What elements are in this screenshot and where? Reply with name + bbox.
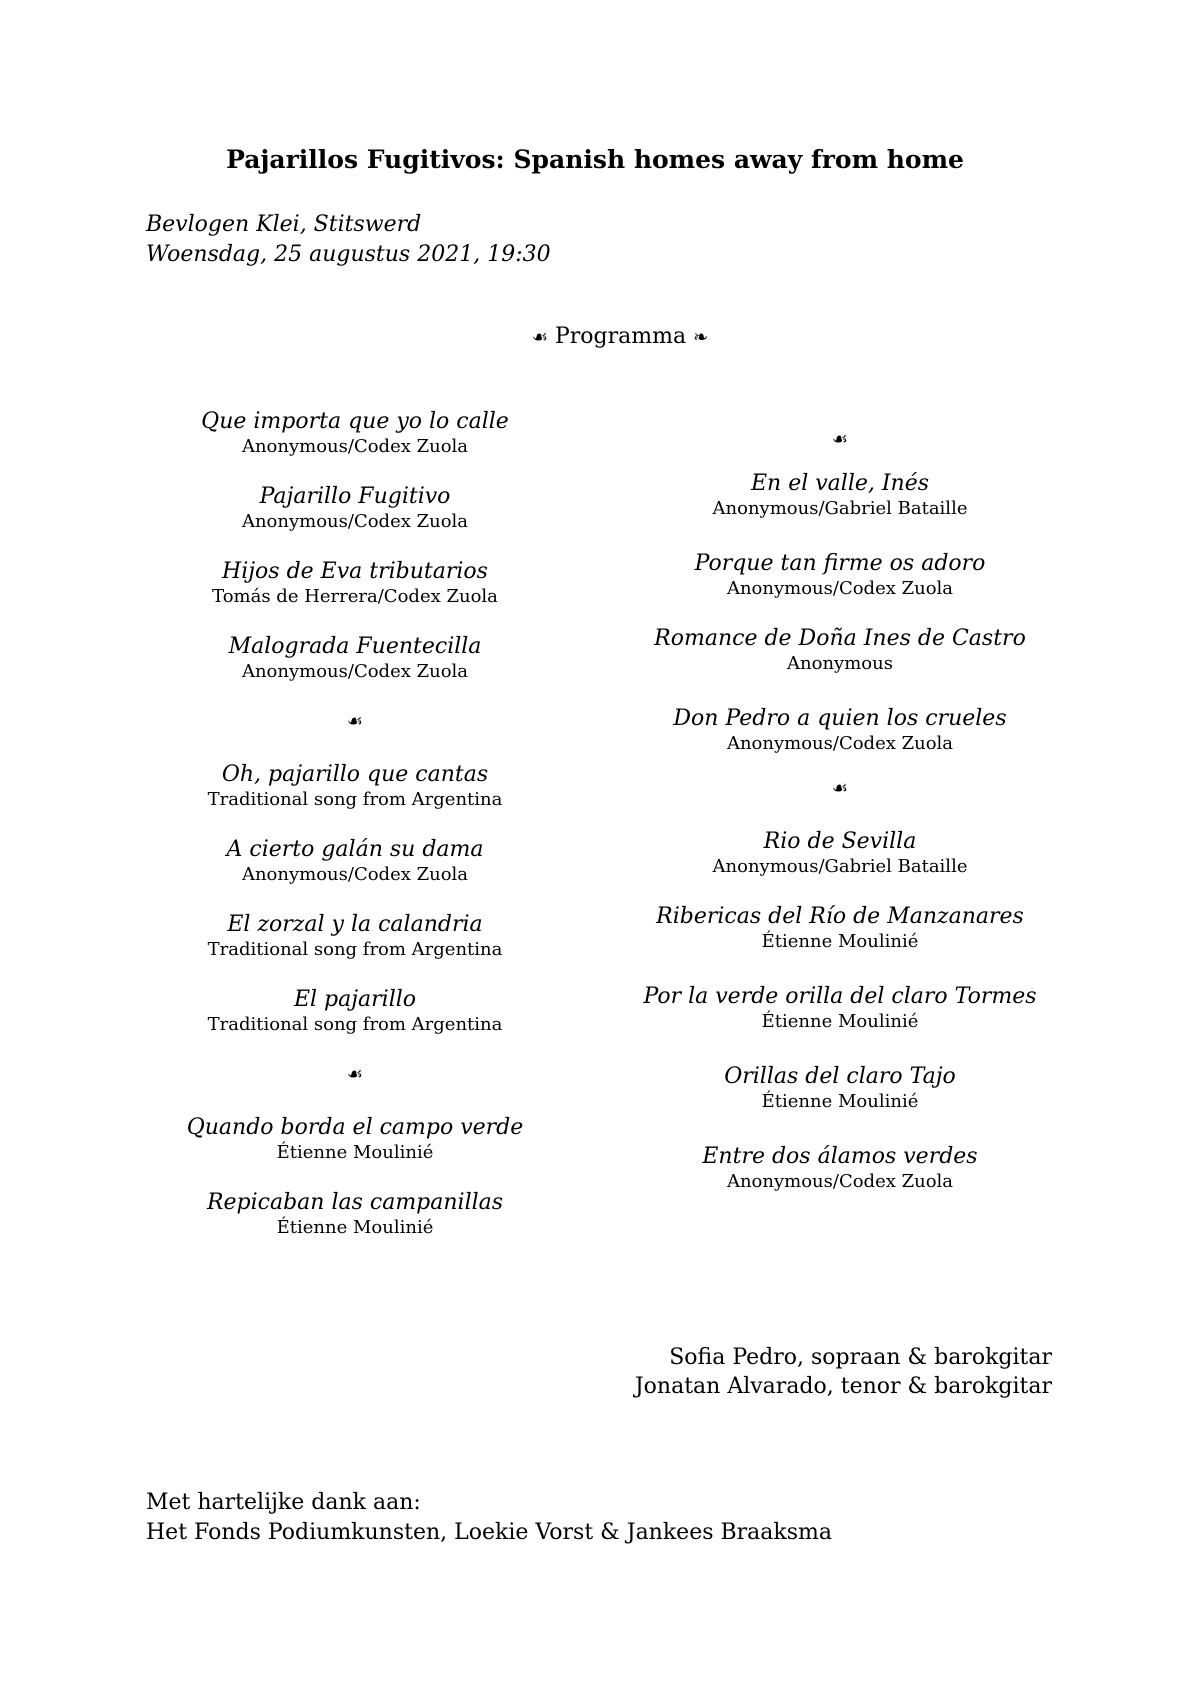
piece-composer: Étienne Moulinié (276, 1217, 434, 1238)
piece-title: En el valle, Inés (750, 471, 930, 496)
piece-composer: Traditional song from Argentina (207, 789, 503, 810)
program-item (640, 624, 1040, 704)
piece-composer: Étienne Moulinié (761, 1011, 919, 1032)
program-item (155, 632, 555, 707)
piece-composer: Anonymous/Codex Zuola (726, 733, 954, 754)
piece-composer: Anonymous/Codex Zuola (241, 864, 469, 885)
performer-line: Jonatan Alvarado, tenor & barokgitar (634, 1374, 1052, 1399)
program-item (640, 1062, 1040, 1142)
piece-title: Que importa que yo lo calle (201, 409, 509, 434)
program-item (640, 902, 1040, 982)
piece-title: Oh, pajarillo que cantas (221, 762, 489, 787)
piece-title: Ribericas del Río de Manzanares (656, 904, 1024, 929)
program-item (155, 482, 555, 557)
piece-title: Por la verde orilla del claro Tormes (643, 984, 1037, 1009)
piece-composer: Anonymous/Codex Zuola (726, 1171, 954, 1192)
program-item (155, 1188, 555, 1263)
piece-composer: Étienne Moulinié (276, 1142, 434, 1163)
piece-composer: Étienne Moulinié (761, 1091, 919, 1112)
piece-title: Rio de Sevilla (763, 829, 917, 854)
section-divider-icon: ☙ (831, 429, 849, 450)
program-item (155, 407, 555, 482)
piece-title: Porque tan firme os adoro (694, 551, 986, 576)
program-item (155, 557, 555, 632)
piece-title: Entre dos álamos verdes (702, 1144, 978, 1169)
piece-title: Quando borda el campo verde (186, 1115, 524, 1140)
piece-title: Repicaban las campanillas (206, 1190, 504, 1215)
piece-composer: Étienne Moulinié (761, 931, 919, 952)
program-item (640, 704, 1040, 774)
program-item (155, 835, 555, 910)
piece-composer: Tomás de Herrera/Codex Zuola (212, 586, 498, 607)
ornament-right-icon: ❧ (693, 327, 709, 348)
program-item (155, 1113, 555, 1188)
program-item (640, 1142, 1040, 1222)
venue-location: Bevlogen Klei, Stitswerd (146, 212, 422, 237)
program-right-column (640, 425, 1040, 1222)
programma-heading (0, 322, 1190, 353)
programma-label: Programma (554, 324, 687, 349)
page-title: Pajarillos Fugitivos: Spanish homes away from home (226, 145, 964, 174)
program-item (640, 469, 1040, 549)
venue-datetime: Woensdag, 25 augustus 2021, 19:30 (146, 242, 551, 267)
acknowledgements (146, 1488, 832, 1548)
piece-title: Don Pedro a quien los crueles (673, 706, 1007, 731)
program-item (155, 910, 555, 985)
piece-composer: Anonymous/Codex Zuola (241, 511, 469, 532)
section-divider-icon: ☙ (346, 711, 364, 732)
piece-composer: Traditional song from Argentina (207, 1014, 503, 1035)
program-item (155, 760, 555, 835)
piece-composer: Anonymous/Gabriel Bataille (712, 856, 968, 877)
program-left-column (155, 407, 555, 1263)
program-item (155, 985, 555, 1060)
piece-title: Malograda Fuentecilla (228, 634, 482, 659)
performer-line: Sofia Pedro, sopraan & barokgitar (669, 1345, 1052, 1370)
performers (635, 1343, 1052, 1401)
piece-title: El zorzal y la calandria (227, 912, 483, 937)
piece-title: Hijos de Eva tributarios (222, 559, 488, 584)
piece-title: Pajarillo Fugitivo (259, 484, 451, 509)
thanks-names: Het Fonds Podiumkunsten, Loekie Vorst & Jankees Braaksma (146, 1520, 833, 1545)
ornament-left-icon: ☙ (531, 327, 548, 348)
thanks-heading: Met hartelijke dank aan: (146, 1490, 421, 1515)
piece-composer: Anonymous/Codex Zuola (726, 578, 954, 599)
piece-title: A cierto galán su dama (226, 837, 484, 862)
section-divider-icon: ☙ (346, 1064, 364, 1085)
piece-title: Orillas del claro Tajo (724, 1064, 956, 1089)
piece-composer: Traditional song from Argentina (207, 939, 503, 960)
piece-title: Romance de Doña Ines de Castro (654, 626, 1026, 651)
piece-title: El pajarillo (293, 987, 417, 1012)
piece-composer: Anonymous/Codex Zuola (241, 436, 469, 457)
piece-composer: Anonymous/Codex Zuola (241, 661, 469, 682)
section-divider-icon: ☙ (831, 778, 849, 799)
program-item (640, 549, 1040, 624)
program-item (640, 982, 1040, 1062)
program-item (640, 827, 1040, 902)
piece-composer: Anonymous/Gabriel Bataille (712, 498, 968, 519)
venue-info (146, 210, 551, 270)
piece-composer: Anonymous (787, 653, 893, 674)
